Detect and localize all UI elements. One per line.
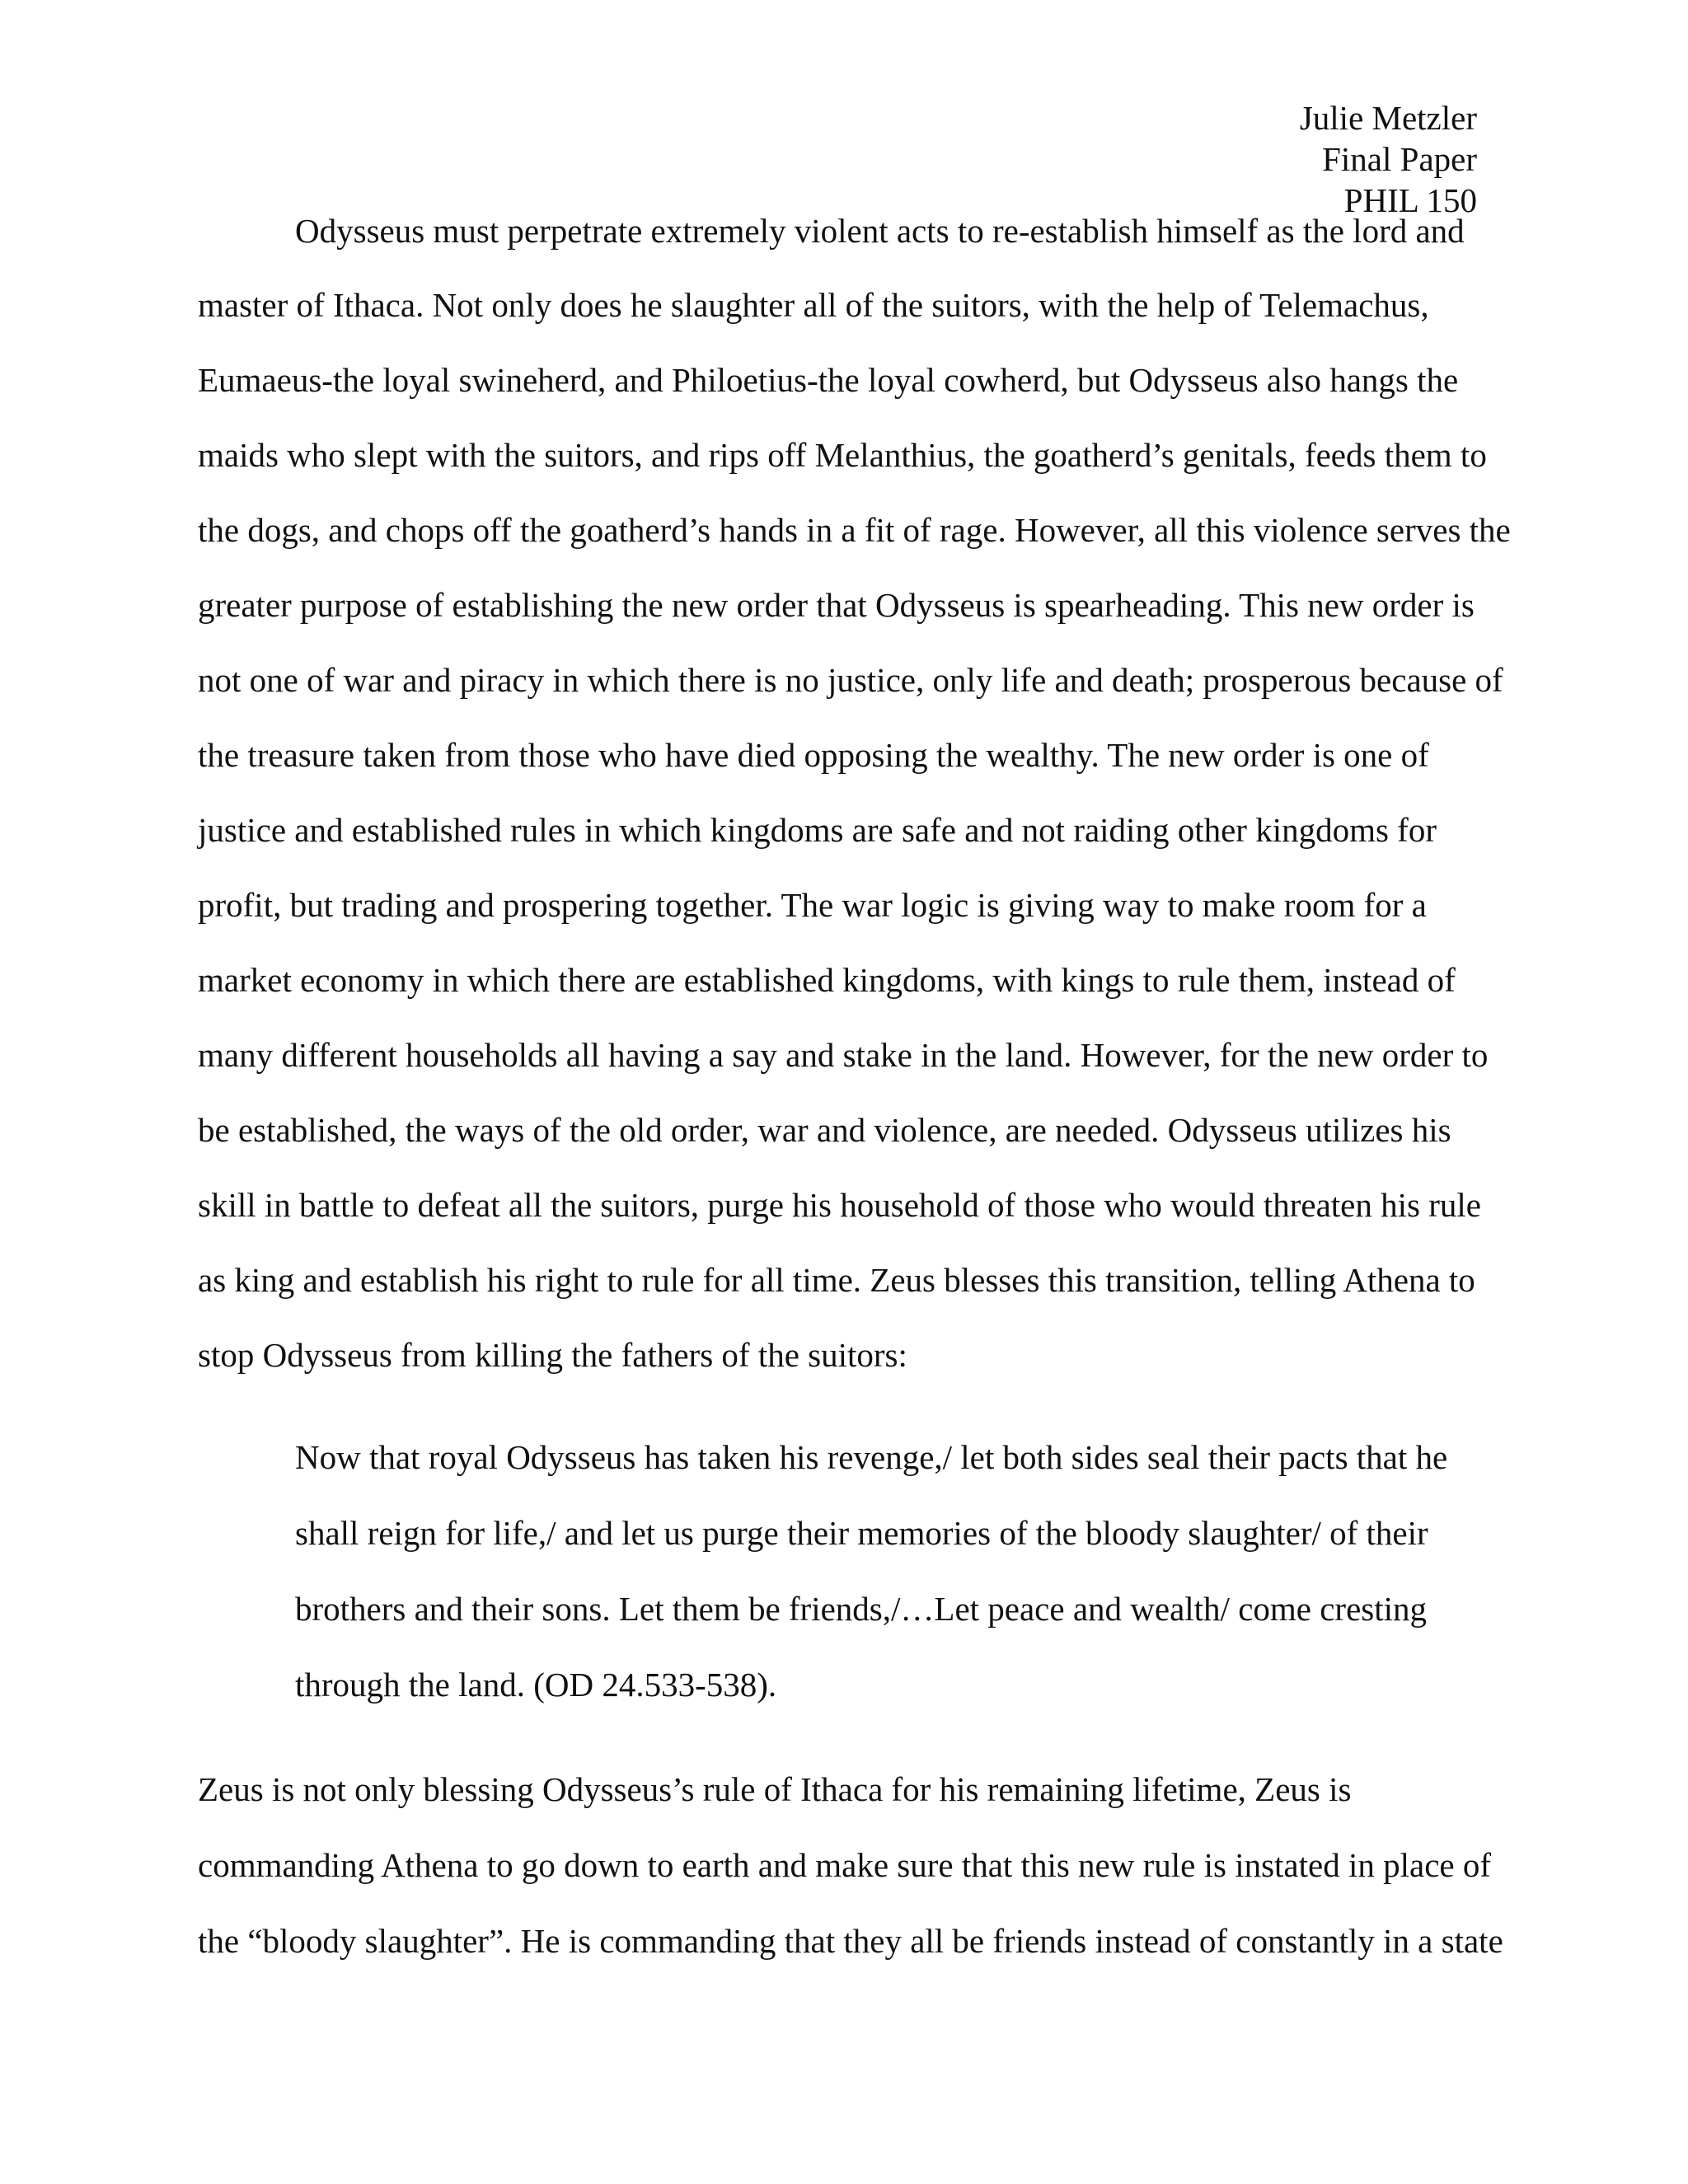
paragraph-line: Odysseus must perpetrate extremely violent acts to re-establish himself as the lord and: [295, 212, 1465, 250]
paragraph-line: the dogs, and chops off the goatherd’s hands in a fit of rage. However, all this violence serves the: [198, 511, 1511, 549]
paragraph-line: Zeus is not only blessing Odysseus’s rule of Ithaca for his remaining lifetime, Zeus is: [198, 1770, 1352, 1808]
paragraph-line: maids who slept with the suitors, and rips off Melanthius, the goatherd’s genitals, feeds them to: [198, 436, 1487, 474]
paragraph-line: Eumaeus-the loyal swineherd, and Philoetius-the loyal cowherd, but Odysseus also hangs the: [198, 361, 1459, 399]
quote-line: brothers and their sons. Let them be friends,/…Let peace and wealth/ come cresting: [295, 1590, 1428, 1628]
paper-title: Final Paper: [1322, 140, 1477, 178]
quote-line: shall reign for life,/ and let us purge their memories of the bloody slaughter/ of their: [295, 1514, 1428, 1552]
paragraph-line: not one of war and piracy in which there is no justice, only life and death; prosperous because of: [198, 661, 1503, 699]
paragraph-line: profit, but trading and prospering together. The war logic is giving way to make room for a: [198, 886, 1427, 924]
paragraph-line: the “bloody slaughter”. He is commanding that they all be friends instead of constantly in a state: [198, 1922, 1503, 1960]
paragraph-line: be established, the ways of the old order, war and violence, are needed. Odysseus utilizes his: [198, 1111, 1451, 1149]
paragraph-line: commanding Athena to go down to earth and make sure that this new rule is instated in place of: [198, 1846, 1491, 1884]
paragraph-line: many different households all having a say and stake in the land. However, for the new order to: [198, 1036, 1489, 1074]
paragraph-line: greater purpose of establishing the new order that Odysseus is spearheading. This new order is: [198, 586, 1475, 624]
paragraph-line: market economy in which there are established kingdoms, with kings to rule them, instead of: [198, 961, 1456, 999]
author-name: Julie Metzler: [1299, 99, 1477, 137]
paragraph-line: skill in battle to defeat all the suitors, purge his household of those who would threaten his rule: [198, 1186, 1481, 1224]
paragraph-line: the treasure taken from those who have died opposing the wealthy. The new order is one of: [198, 736, 1429, 774]
paragraph-line: as king and establish his right to rule for all time. Zeus blesses this transition, telling Athena to: [198, 1261, 1475, 1299]
document-header: [982, 97, 1477, 221]
paragraph-line: master of Ithaca. Not only does he slaughter all of the suitors, with the help of Telemachus,: [198, 286, 1429, 324]
paragraph-line: stop Odysseus from killing the fathers of the suitors:: [198, 1336, 907, 1374]
quote-line: Now that royal Odysseus has taken his revenge,/ let both sides seal their pacts that he: [295, 1438, 1448, 1476]
course-code: PHIL 150: [1343, 181, 1477, 219]
paragraph-line: justice and established rules in which kingdoms are safe and not raiding other kingdoms for: [198, 811, 1437, 849]
quote-line: through the land. (OD 24.533-538).: [295, 1666, 777, 1704]
